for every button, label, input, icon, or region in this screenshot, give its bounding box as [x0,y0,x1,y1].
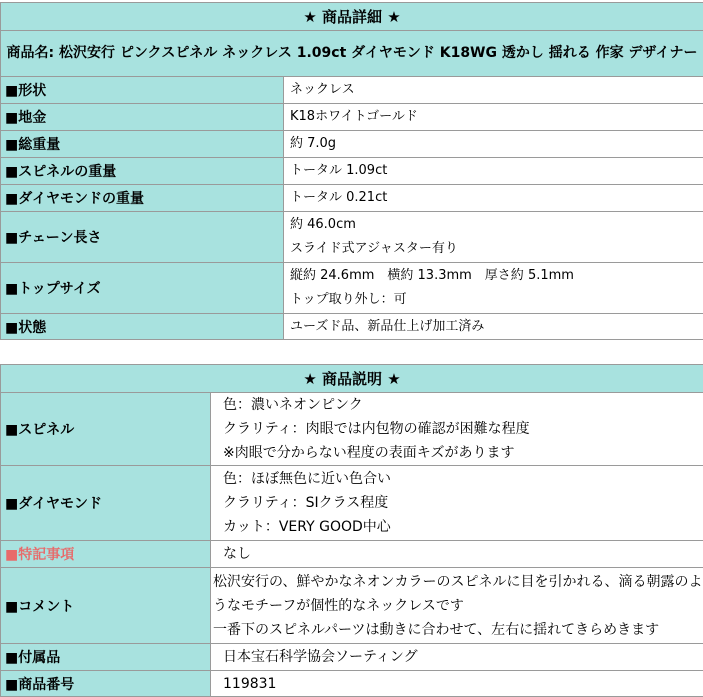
row-label-total-weight: ■総重量 [1,131,284,158]
row-value-condition: ユーズド品、新品仕上げ加工済み [284,314,703,340]
row-value-special-notes: なし [211,541,703,568]
row-label-spinel: ■スピネル [1,393,211,466]
row-label-spinel-weight: ■スピネルの重量 [1,158,284,185]
product-description-table [0,364,703,697]
details-header: ★ 商品詳細 ★ [1,3,703,31]
row-label-special-notes: ■特記事項 [1,541,211,568]
row-value-spinel: 色：濃いネオンピンク クラリティ：肉眼では内包物の確認が困難な程度 ※肉眼で分からない程度の表面キズがあります [211,393,703,466]
row-value-shape: ネックレス [284,77,703,104]
row-label-product-number: ■商品番号 [1,671,211,697]
row-label-top-size: ■トップサイズ [1,263,284,314]
product-details-table [0,2,703,340]
row-label-accessories: ■付属品 [1,644,211,671]
row-label-condition: ■状態 [1,314,284,340]
row-label-diamond-weight: ■ダイヤモンドの重量 [1,185,284,212]
row-label-diamond: ■ダイヤモンド [1,466,211,541]
row-value-top-size: 縦約 24.6mm 横約 13.3mm 厚さ約 5.1mm トップ取り外し：可 [284,263,703,314]
row-label-metal: ■地金 [1,104,284,131]
row-value-diamond-weight: トータル 0.21ct [284,185,703,212]
row-value-chain-length: 約 46.0cm スライド式アジャスター有り [284,212,703,263]
row-value-metal: K18ホワイトゴールド [284,104,703,131]
row-value-diamond: 色：ほぼ無色に近い色合い クラリティ：SIクラス程度 カット：VERY GOOD中心 [211,466,703,541]
description-header: ★ 商品説明 ★ [1,365,703,393]
product-name: 商品名: 松沢安行 ピンクスピネル ネックレス 1.09ct ダイヤモンド K18WG 透かし 揺れる 作家 デザイナー [1,31,703,77]
row-value-accessories: 日本宝石科学協会ソーティング [211,644,703,671]
row-value-total-weight: 約 7.0g [284,131,703,158]
row-value-spinel-weight: トータル 1.09ct [284,158,703,185]
row-value-product-number: 119831 [211,671,703,697]
row-label-shape: ■形状 [1,77,284,104]
row-label-chain-length: ■チェーン長さ [1,212,284,263]
row-label-comment: ■コメント [1,568,211,644]
row-value-comment: 松沢安行の、鮮やかなネオンカラーのスピネルに目を引かれる、滴る朝露のようなモチーフが個性的なネックレスです 一番下のスピネルパーツは動きに合わせて、左右に揺れてきらめきます [211,568,703,644]
